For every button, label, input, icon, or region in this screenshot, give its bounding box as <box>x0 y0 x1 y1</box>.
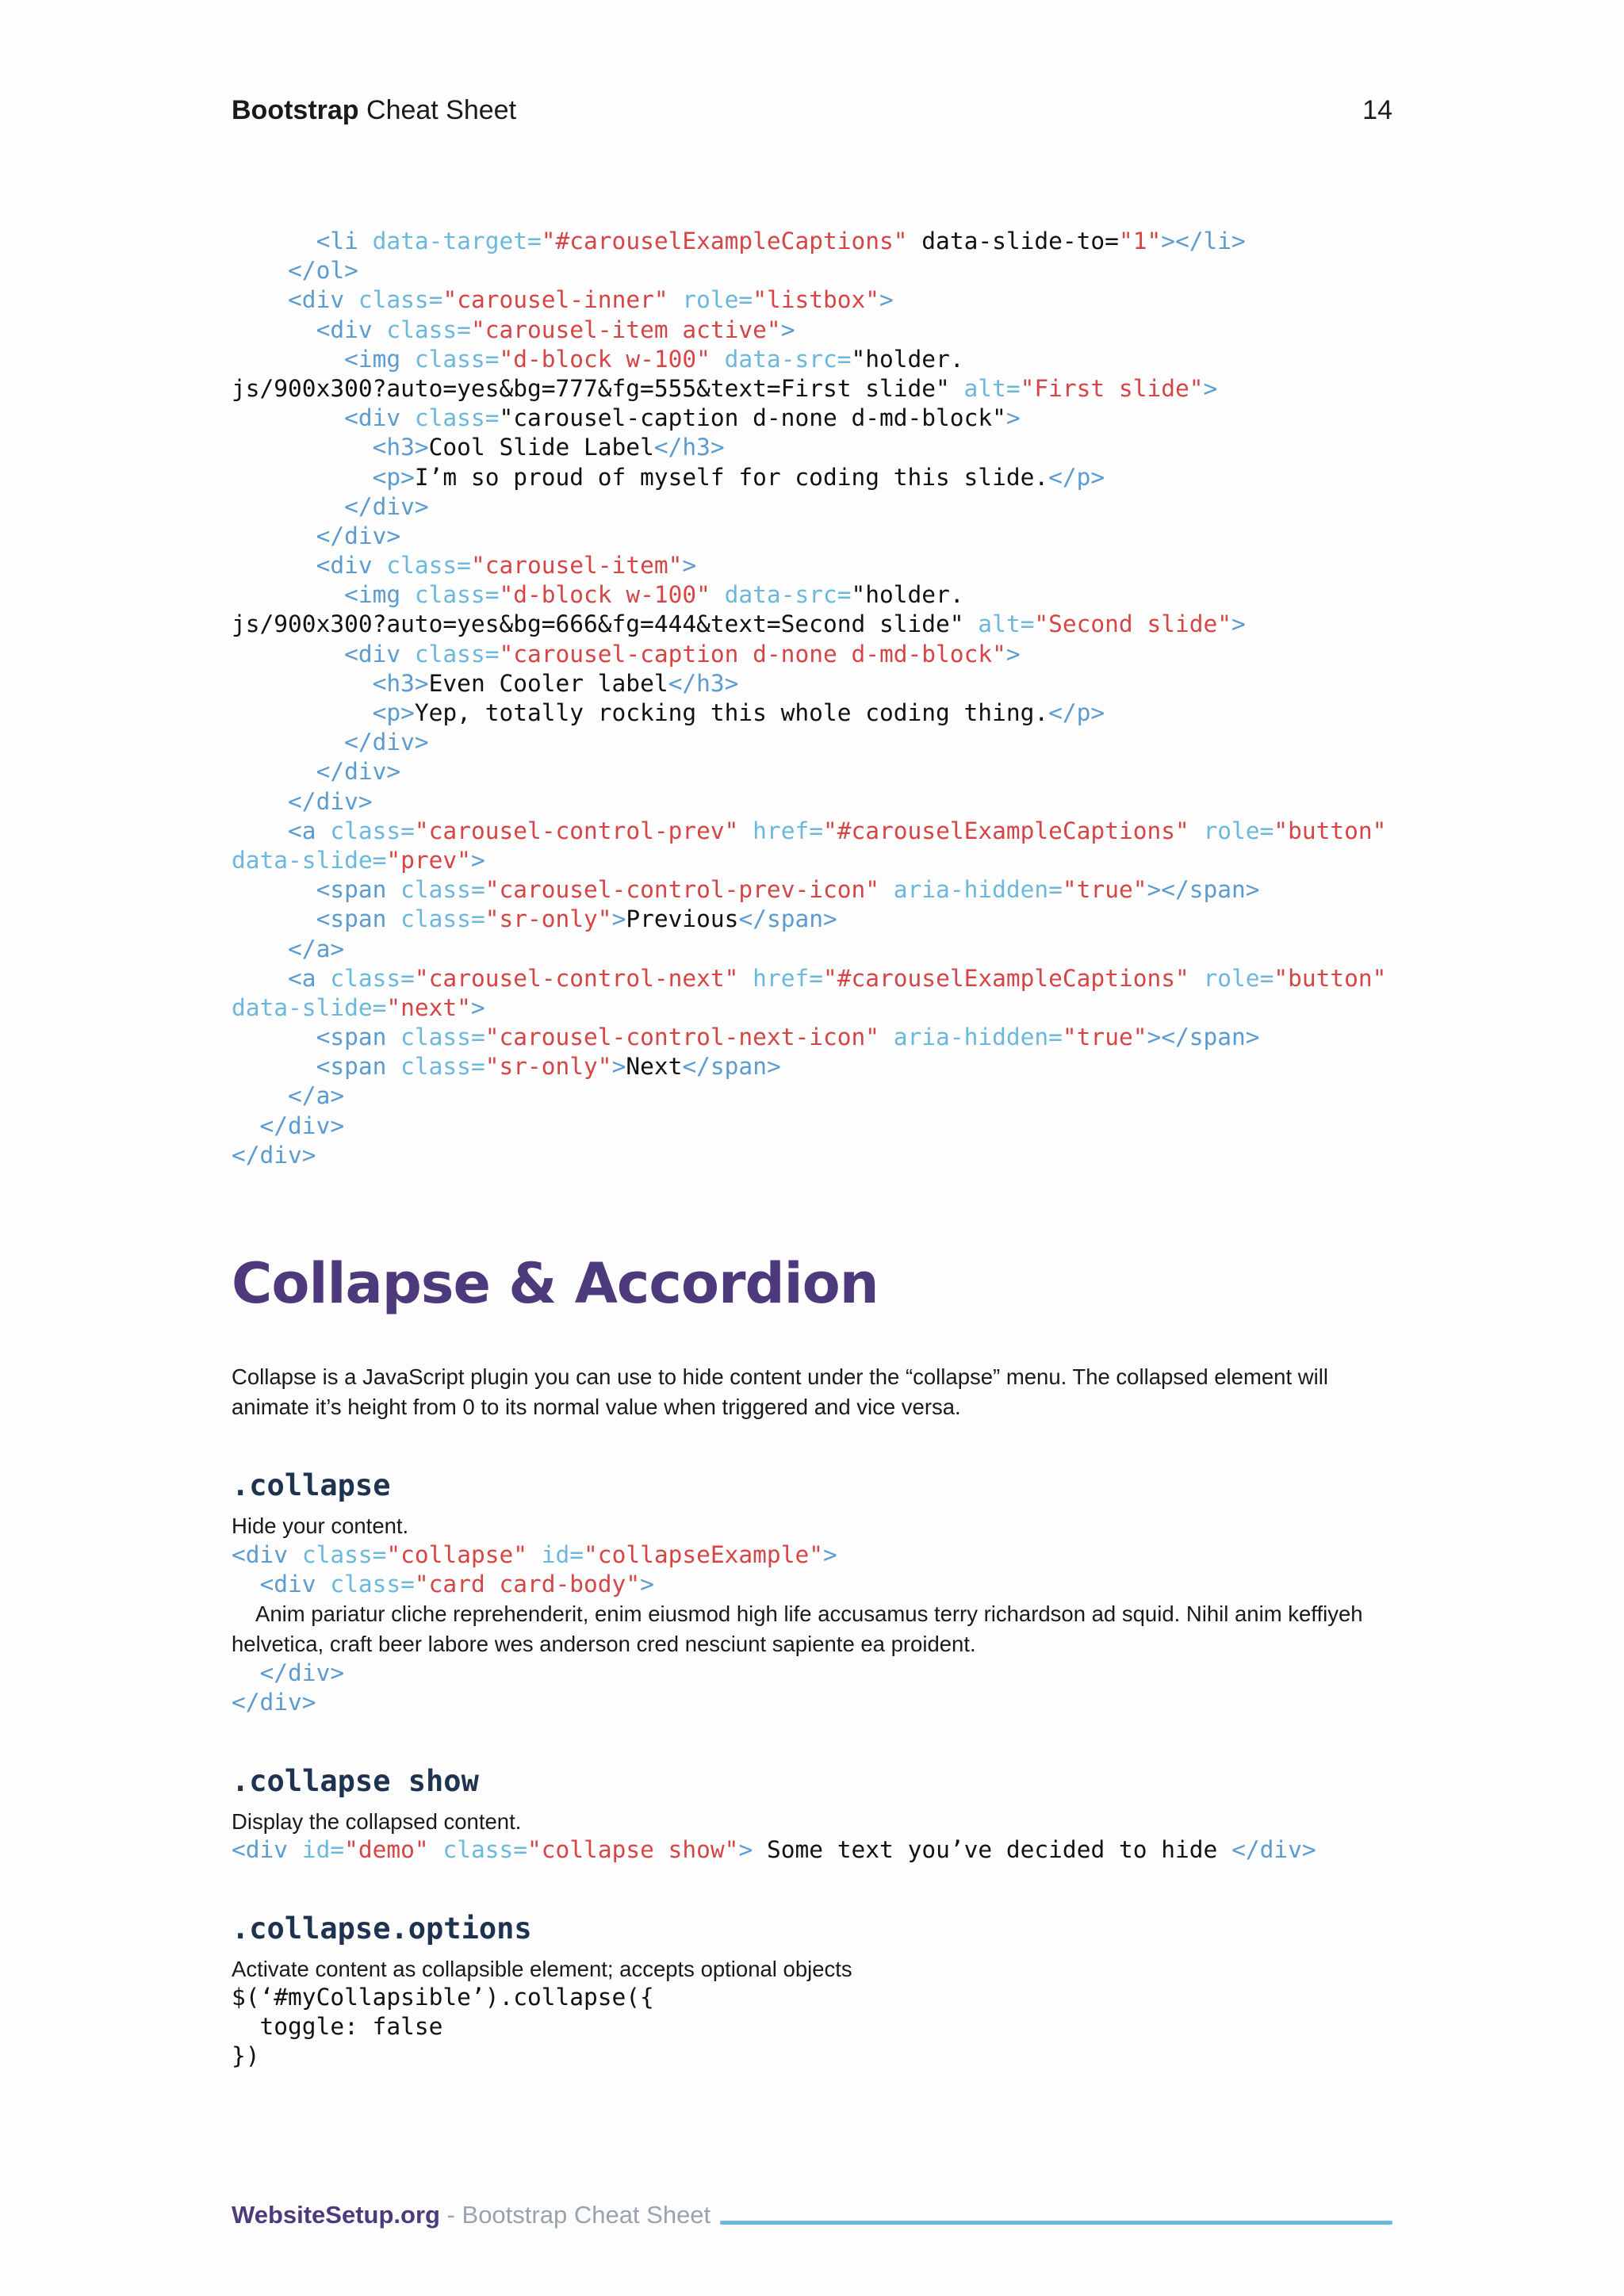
code-token-attr: class= <box>386 316 471 343</box>
code-token-tag: <div <box>232 404 415 432</box>
code-token-val: "1" <box>1118 228 1162 254</box>
code-token-tag: <div <box>232 1571 331 1598</box>
code-token-val: "#carouselExampleCaptions" <box>541 228 908 254</box>
code-line <box>232 1835 1316 1865</box>
code-line <box>232 964 1386 993</box>
code-token-tag: <h3> <box>232 669 429 697</box>
code-line <box>232 492 1386 522</box>
code-line <box>232 580 1386 610</box>
code-token-tag: > <box>879 286 894 314</box>
code-token-val: "carousel-caption d-none d-md-block" <box>499 640 1006 668</box>
code-token-tag: > <box>1203 374 1218 402</box>
code-token-txt: toggle: false <box>232 2013 443 2041</box>
code-line <box>232 610 1386 639</box>
code-token-tag: <span <box>232 876 401 904</box>
header-brand: Bootstrap Cheat Sheet <box>232 95 517 125</box>
code-token-val: "sr-only" <box>485 1053 612 1081</box>
code-token-tag: > <box>611 1053 626 1081</box>
code-token-txt: Previous <box>626 905 739 933</box>
code-token-txt: "carousel-caption d-none d-md-block" <box>499 404 1006 432</box>
code-token-val: "carousel-inner" <box>442 286 668 314</box>
code-token-tag: </div> <box>232 1141 316 1169</box>
code-token-attr: class= <box>330 817 415 844</box>
code-token-txt: data-slide-to= <box>907 228 1119 254</box>
code-line <box>232 669 1386 698</box>
code-line <box>232 817 1386 846</box>
code-token-val: "d-block w-100" <box>499 345 710 373</box>
code-token-attr: data-slide= <box>232 846 387 874</box>
code-token-val: "demo" <box>344 1836 429 1863</box>
code-line <box>232 993 1386 1023</box>
code-token-attr: class= <box>400 1024 485 1051</box>
code-line <box>232 374 1386 404</box>
code-token-tag: </span> <box>682 1053 781 1081</box>
code-token-attr: class= <box>358 286 443 314</box>
code-token-val: "listbox" <box>753 286 880 314</box>
code-line <box>232 698 1386 728</box>
code-token-txt: "holder. <box>851 345 964 373</box>
code-token-tag: ></li> <box>1161 228 1246 254</box>
code-token-val: "prev" <box>386 846 471 874</box>
code-token-txt: }) <box>232 2042 260 2070</box>
code-token-attr: class= <box>330 1571 415 1598</box>
code-token-val: "d-block w-100" <box>499 581 710 609</box>
code-line <box>232 875 1386 905</box>
code-token-attr: class= <box>414 404 500 432</box>
footer-subtitle: - Bootstrap Cheat Sheet <box>439 2201 711 2229</box>
code-token-tag: <img <box>232 345 415 373</box>
code-token-val: "collapse show" <box>527 1836 739 1863</box>
code-token-attr: class= <box>414 345 500 373</box>
code-token-tag: </div> <box>232 492 429 520</box>
code-token-tag: <div <box>232 1836 302 1863</box>
code-token-val: "#carouselExampleCaptions" <box>822 964 1189 992</box>
page-header <box>232 95 1392 132</box>
code-token-tag: > <box>1005 640 1021 668</box>
footer-brand: WebsiteSetup.org <box>232 2201 440 2229</box>
code-token-tag: > <box>1005 404 1021 432</box>
code-token-tag: ></span> <box>1147 876 1260 904</box>
code-line <box>232 551 1386 580</box>
code-line <box>232 1688 1397 1717</box>
code-token-attr: alt= <box>963 610 1035 638</box>
code-token-attr: href= <box>738 964 823 992</box>
collapse-options-description: Activate content as collapsible element; accepts optional objects <box>232 1957 852 1981</box>
footer-rule <box>720 2221 1392 2225</box>
code-token-attr: class= <box>428 1836 528 1863</box>
collapse-show-code <box>232 1835 1316 1865</box>
code-token-val: "carousel-control-prev-icon" <box>485 876 880 904</box>
code-line <box>232 404 1386 433</box>
code-token-tag: </p> <box>1048 699 1105 726</box>
code-token-tag: <div <box>232 316 387 343</box>
code-line <box>232 846 1386 875</box>
code-token-tag: </div> <box>1231 1836 1316 1863</box>
code-token-attr: class= <box>414 640 500 668</box>
code-token-txt: js/900x300?auto=yes&bg=666&fg=444&text=Second slide" <box>232 610 964 638</box>
code-token-txt: Even Cooler label <box>428 669 668 697</box>
code-line <box>232 285 1386 315</box>
code-line <box>232 2042 654 2071</box>
code-token-tag: <span <box>232 1053 401 1081</box>
code-token-tag: <div <box>232 286 358 314</box>
code-line <box>232 728 1386 757</box>
page-footer <box>232 2201 1392 2241</box>
code-line <box>232 1659 1397 1688</box>
code-token-attr: data-slide= <box>232 993 387 1021</box>
page-number: 14 <box>1362 95 1392 125</box>
code-token-tag: > <box>780 316 795 343</box>
code-token-val: "true" <box>1062 1024 1147 1051</box>
section-title: Collapse & Accordion <box>232 1251 879 1316</box>
code-token-tag: <div <box>232 1541 302 1568</box>
code-token-txt: Next <box>626 1053 683 1081</box>
code-line <box>232 1141 1386 1170</box>
code-token-tag: </div> <box>232 1112 345 1139</box>
code-line <box>232 905 1386 934</box>
section-intro: Collapse is a JavaScript plugin you can use to hide content under the “collapse” menu. The collapsed element will animate it’s height from 0 to its normal value when triggered and vice versa. <box>232 1364 1328 1419</box>
code-token-val: "next" <box>386 993 471 1021</box>
code-line <box>232 463 1386 492</box>
code-token-tag: > <box>470 993 485 1021</box>
code-token-tag: > <box>611 905 626 933</box>
code-token-val: "carousel-item" <box>470 552 683 580</box>
code-token-txt: Some text you’ve decided to hide <box>753 1836 1232 1863</box>
code-token-attr: class= <box>386 552 471 580</box>
code-token-tag: </div> <box>232 787 373 815</box>
code-line <box>232 757 1386 786</box>
code-token-tag: <p> <box>232 463 415 491</box>
code-token-attr: role= <box>1189 964 1274 992</box>
code-token-tag: </ol> <box>232 257 358 285</box>
code-token-tag: </div> <box>232 729 429 756</box>
collapse-show-heading: .collapse show <box>232 1764 479 1798</box>
code-token-tag: <span <box>232 905 401 933</box>
code-token-tag: </span> <box>738 905 837 933</box>
collapse-show-description: Display the collapsed content. <box>232 1809 522 1834</box>
code-token-attr: alt= <box>949 374 1021 402</box>
collapse-options-code <box>232 1983 654 2072</box>
code-line <box>232 2012 654 2042</box>
code-token-attr: href= <box>738 817 823 844</box>
code-line <box>232 345 1386 374</box>
code-token-tag: <p> <box>232 699 415 726</box>
code-line <box>232 935 1386 964</box>
carousel-code-block <box>232 227 1386 1170</box>
code-token-val: "#carouselExampleCaptions" <box>822 817 1189 844</box>
code-token-attr: class= <box>400 905 485 933</box>
code-token-tag: </a> <box>232 935 345 962</box>
code-token-tag: </div> <box>232 758 401 786</box>
code-token-val: "sr-only" <box>485 905 612 933</box>
code-token-tag: </h3> <box>668 669 739 697</box>
code-token-txt: Yep, totally rocking this whole coding thing. <box>414 699 1049 726</box>
code-line <box>232 1023 1386 1052</box>
code-token-tag: <h3> <box>232 434 429 461</box>
code-token-val: "button" <box>1274 964 1387 992</box>
code-token-tag: <div <box>232 640 415 668</box>
code-token-tag: > <box>738 1836 753 1863</box>
code-token-tag: <li <box>232 228 373 254</box>
code-line <box>232 522 1386 551</box>
code-token-val: "collapseExample" <box>584 1541 823 1568</box>
code-line <box>232 1570 1397 1599</box>
code-line <box>232 787 1386 817</box>
code-token-attr: data-src= <box>710 345 852 373</box>
code-token-txt: js/900x300?auto=yes&bg=777&fg=555&text=First slide" <box>232 374 950 402</box>
code-token-val: "Second slide" <box>1034 610 1232 638</box>
collapse-card-text: Anim pariatur cliche reprehenderit, enim eiusmod high life accusamus terry richardson ad squid. Nihil anim keffiyeh helvetica, craft beer labore wes anderson cred nesciunt sapiente ea proident. <box>232 1601 1363 1656</box>
code-token-val: "carousel-item active" <box>470 316 781 343</box>
code-token-tag: <img <box>232 581 415 609</box>
code-token-attr: class= <box>400 876 485 904</box>
code-token-val: "carousel-control-prev" <box>414 817 739 844</box>
code-token-val: "true" <box>1062 876 1147 904</box>
code-token-attr: data-src= <box>710 581 852 609</box>
code-token-attr: aria-hidden= <box>879 876 1063 904</box>
code-token-val: "card card-body" <box>414 1571 641 1598</box>
code-line <box>232 227 1386 256</box>
code-token-tag: > <box>822 1541 837 1568</box>
code-line <box>232 1052 1386 1081</box>
code-token-attr: role= <box>1189 817 1274 844</box>
code-token-val: "collapse" <box>386 1541 527 1568</box>
code-token-tag: </div> <box>232 522 401 549</box>
code-token-txt: Cool Slide Label <box>428 434 654 461</box>
code-token-attr: data-target= <box>372 228 542 254</box>
code-token-val: "First slide" <box>1020 374 1204 402</box>
code-token-tag: </a> <box>232 1082 345 1110</box>
code-line <box>232 1983 654 2012</box>
code-token-tag: > <box>1231 610 1246 638</box>
code-token-attr: id= <box>527 1541 584 1568</box>
code-line <box>232 316 1386 345</box>
code-token-tag: <span <box>232 1024 401 1051</box>
code-line <box>232 1540 1397 1570</box>
collapse-description: Hide your content. <box>232 1513 409 1538</box>
code-line <box>232 256 1386 285</box>
code-token-tag: > <box>682 552 697 580</box>
code-token-attr: class= <box>330 964 415 992</box>
code-token-tag: </div> <box>232 1688 316 1716</box>
code-token-attr: class= <box>301 1541 387 1568</box>
code-token-tag: ></span> <box>1147 1024 1260 1051</box>
code-line <box>232 640 1386 669</box>
code-line <box>232 1081 1386 1111</box>
code-token-tag: > <box>640 1571 654 1598</box>
collapse-heading: .collapse <box>232 1468 391 1502</box>
code-token-val: "button" <box>1274 817 1387 844</box>
code-token-tag: <div <box>232 552 387 580</box>
code-token-txt: "holder. <box>851 581 964 609</box>
code-token-val: "carousel-control-next-icon" <box>485 1024 880 1051</box>
code-token-attr: id= <box>301 1836 345 1863</box>
code-token-txt: I’m so proud of myself for coding this slide. <box>414 463 1049 491</box>
code-token-tag: <a <box>232 964 331 992</box>
code-token-attr: aria-hidden= <box>879 1024 1063 1051</box>
collapse-options-heading: .collapse.options <box>232 1911 532 1946</box>
code-token-val: "carousel-control-next" <box>414 964 739 992</box>
code-token-attr: class= <box>414 581 500 609</box>
code-token-tag: <a <box>232 817 331 844</box>
code-token-txt: $(‘#myCollapsible’).collapse({ <box>232 1984 654 2011</box>
code-token-tag: </div> <box>232 1659 345 1686</box>
code-token-tag: </h3> <box>653 434 725 461</box>
collapse-code-top <box>232 1540 1397 1599</box>
code-token-attr: class= <box>400 1053 485 1081</box>
collapse-example <box>232 1540 1397 1717</box>
code-line <box>232 433 1386 462</box>
code-token-attr: role= <box>668 286 753 314</box>
code-token-tag: </p> <box>1048 463 1105 491</box>
code-token-tag: > <box>470 846 485 874</box>
code-line <box>232 1112 1386 1141</box>
collapse-code-bottom <box>232 1659 1397 1717</box>
